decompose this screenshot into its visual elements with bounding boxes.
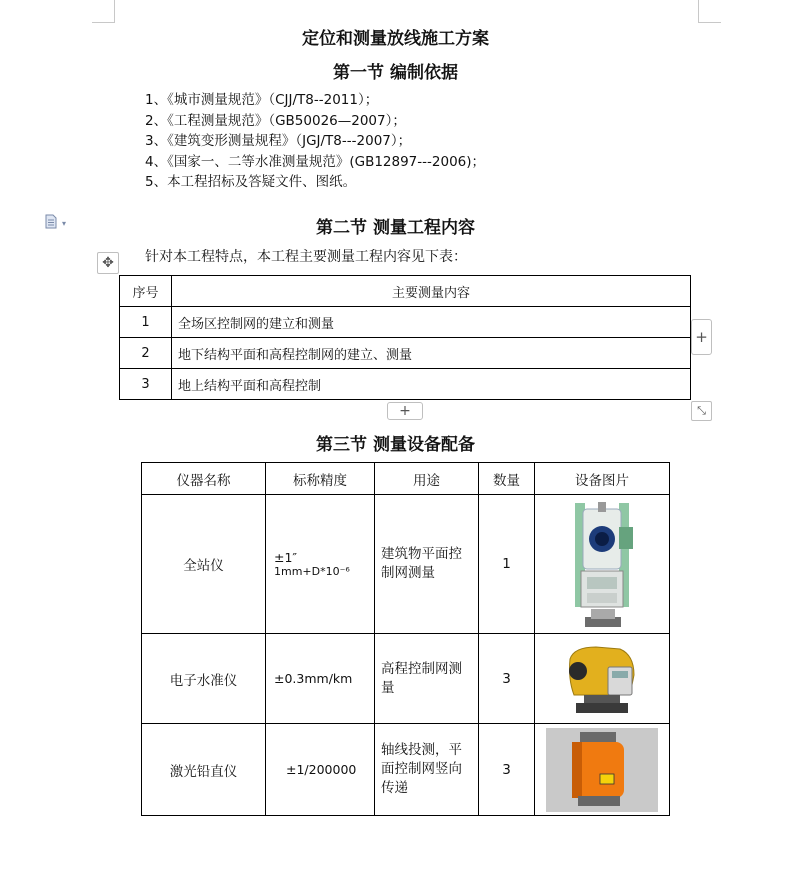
total-station-image xyxy=(563,499,641,629)
equipment-precision xyxy=(266,495,375,634)
table-header-cell: 设备图片 xyxy=(535,463,670,495)
table-resize-icon[interactable]: ⤡ xyxy=(691,401,712,421)
table-move-handle-icon[interactable]: ✥ xyxy=(97,252,119,274)
page-corner-mark-left xyxy=(92,0,115,23)
table-row xyxy=(120,307,691,338)
table-cell: 地下结构平面和高程控制网的建立、测量 xyxy=(172,338,691,369)
equipment-qty: 3 xyxy=(479,724,535,816)
table-header-row xyxy=(120,276,691,307)
section2-heading: 第二节 测量工程内容 xyxy=(316,218,475,238)
section2-intro: 针对本工程特点，本工程主要测量工程内容见下表： xyxy=(145,249,467,265)
table-header-cell: 仪器名称 xyxy=(142,463,266,495)
table-row xyxy=(120,369,691,400)
section3-heading: 第三节 测量设备配备 xyxy=(316,435,475,455)
table-cell: 1 xyxy=(120,307,172,338)
equipment-precision xyxy=(266,724,375,816)
equipment-image-cell xyxy=(535,495,670,634)
table-cell: 2 xyxy=(120,338,172,369)
equipment-precision xyxy=(266,634,375,724)
list-item: 5、本工程招标及答疑文件、图纸。 xyxy=(145,174,357,190)
add-row-button[interactable]: + xyxy=(387,402,423,420)
reference-list xyxy=(145,90,485,193)
chevron-down-icon[interactable]: ▾ xyxy=(62,219,67,228)
equipment-name: 激光铅直仪 xyxy=(142,724,266,816)
table-cell: 地上结构平面和高程控制 xyxy=(172,369,691,400)
equipment-name: 电子水准仪 xyxy=(142,634,266,724)
equipment-use: 高程控制网测量 xyxy=(375,634,479,724)
table-header-cell: 用途 xyxy=(375,463,479,495)
equipment-table xyxy=(141,462,670,816)
measurement-content-table xyxy=(119,275,691,400)
table-header-cell: 序号 xyxy=(120,276,172,307)
table-cell: 全场区控制网的建立和测量 xyxy=(172,307,691,338)
table-header-row xyxy=(142,463,670,495)
table-row xyxy=(142,495,670,634)
precision-line: ±0.3mm/km xyxy=(274,671,353,686)
equipment-qty: 3 xyxy=(479,634,535,724)
table-row xyxy=(142,634,670,724)
list-item: 2、《工程测量规范》（GB50026—2007）； xyxy=(145,112,406,129)
equipment-use: 建筑物平面控制网测量 xyxy=(375,495,479,634)
table-header-cell: 标称精度 xyxy=(266,463,375,495)
table-row xyxy=(120,338,691,369)
list-item: 4、《国家一、二等水准测量规范》(GB12897---2006)； xyxy=(145,153,486,170)
precision-line: ±1″ xyxy=(274,550,298,565)
table-row xyxy=(142,724,670,816)
table-header-cell: 数量 xyxy=(479,463,535,495)
electronic-level-image xyxy=(560,639,644,719)
equipment-use: 轴线投测，平面控制网竖向传递 xyxy=(375,724,479,816)
list-item: 1、《城市测量规范》（CJJ/T8--2011）； xyxy=(145,92,379,108)
list-item: 3、《建筑变形测量规程》（JGJ/T8---2007）； xyxy=(145,133,412,149)
equipment-image-cell xyxy=(535,724,670,816)
document-title: 定位和测量放线施工方案 xyxy=(302,29,489,49)
add-column-button[interactable]: + xyxy=(691,319,712,355)
table-cell: 3 xyxy=(120,369,172,400)
section1-heading: 第一节 编制依据 xyxy=(333,63,458,83)
precision-line: 1mm+D*10⁻⁶ xyxy=(274,565,350,578)
equipment-qty: 1 xyxy=(479,495,535,634)
equipment-image-cell xyxy=(535,634,670,724)
equipment-name: 全站仪 xyxy=(142,495,266,634)
table-header-cell: 主要测量内容 xyxy=(172,276,691,307)
laser-plummet-image xyxy=(546,728,658,812)
page-corner-mark-right xyxy=(698,0,721,23)
precision-line: ±1/200000 xyxy=(286,762,357,777)
